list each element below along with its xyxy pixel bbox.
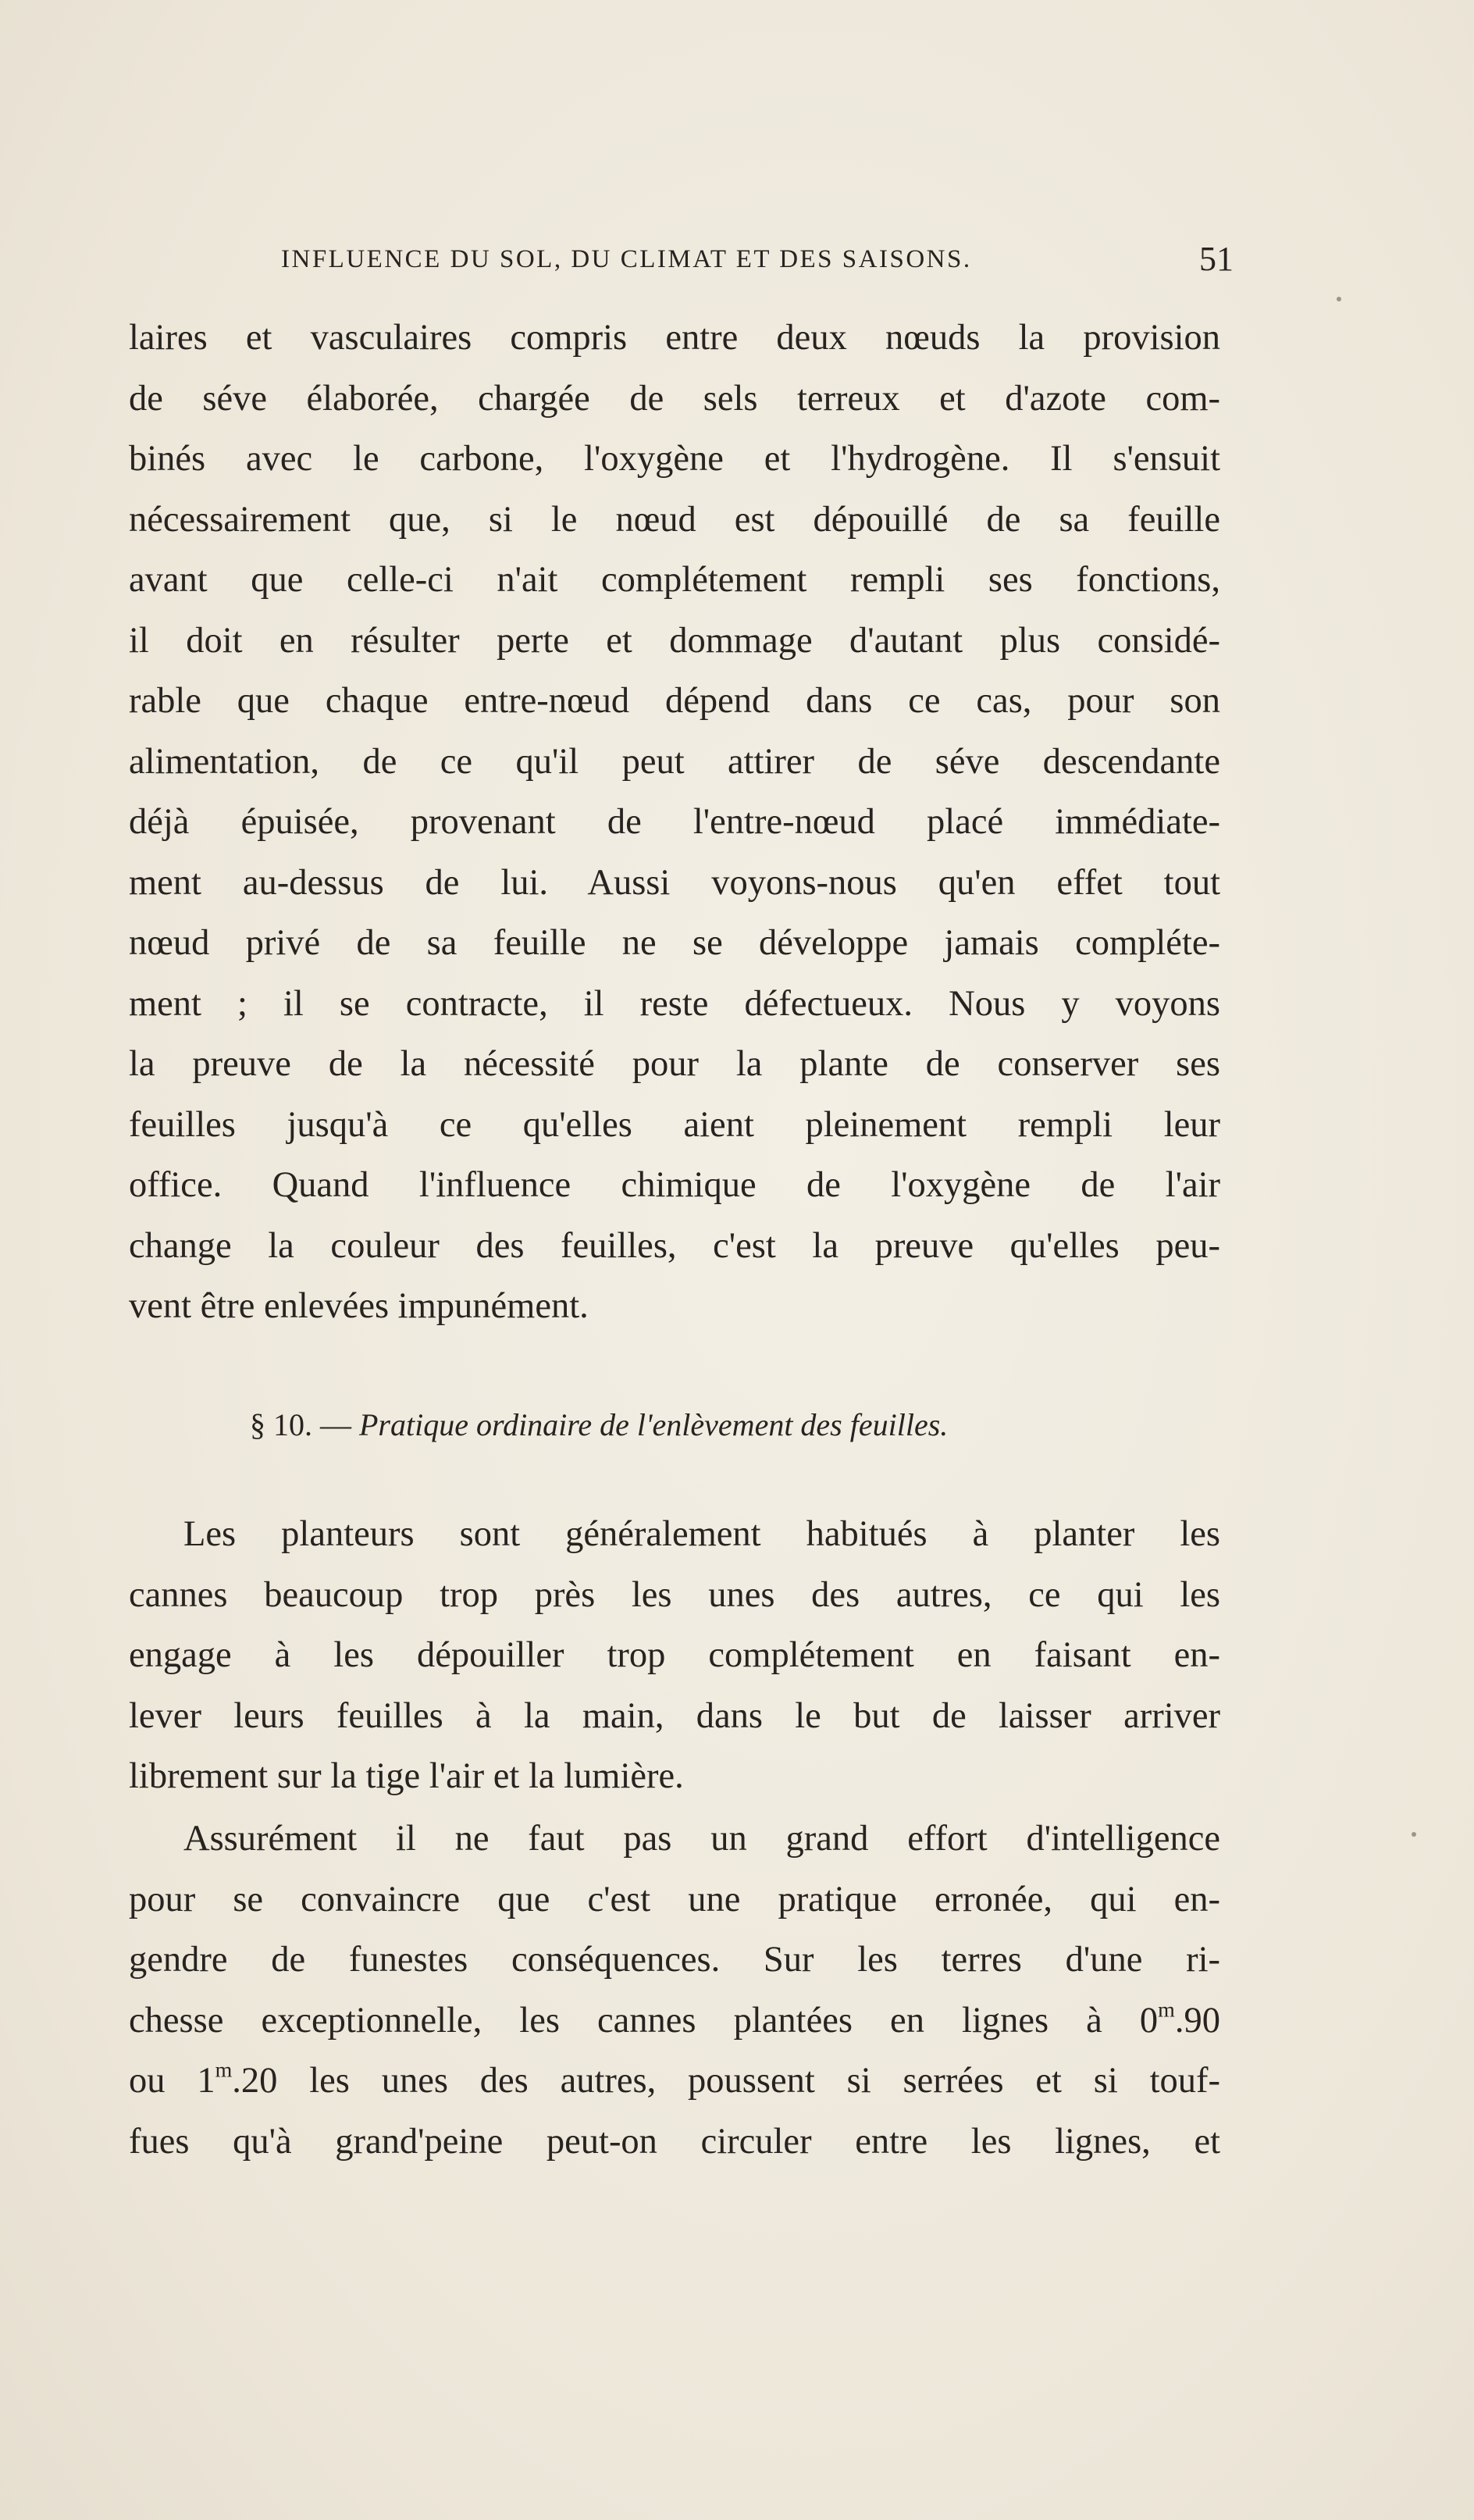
- text-line: déjà épuisée, provenant de l'entre-nœud placé immédiate-: [129, 802, 1220, 842]
- text-line: fues qu'à grand'peine peut-on circuler entre les lignes, et: [129, 2121, 1220, 2162]
- section-title: Pratique ordinaire de l'enlèvement des feuilles.: [359, 1407, 949, 1442]
- text-line-with-superscript: ou 1$^m$.20 les unes des autres, poussent si serrées et si touf-: [129, 2058, 1220, 2101]
- text-line: change la couleur des feuilles, c'est la preuve qu'elles peu-: [129, 1225, 1220, 1266]
- text-line: lever leurs feuilles à la main, dans le but de laisser arriver: [129, 1695, 1220, 1736]
- paper-speck: [1412, 1832, 1416, 1837]
- text-line: Assurément il ne faut pas un grand effort d'intelligence: [183, 1819, 1220, 1859]
- text-line: engage à les dépouiller trop complétement en faisant en-: [129, 1635, 1220, 1675]
- page-header: [281, 236, 1234, 283]
- text-line: ment ; il se contracte, il reste défectueux. Nous y voyons: [129, 983, 1220, 1024]
- text-line: pour se convaincre que c'est une pratique erronée, qui en-: [129, 1879, 1220, 1919]
- text-line: gendre de funestes conséquences. Sur les terres d'une ri-: [129, 1940, 1220, 1980]
- text-line: cannes beaucoup trop près les unes des autres, ce qui les: [129, 1574, 1220, 1615]
- text-line: alimentation, de ce qu'il peut attirer de séve descendante: [129, 741, 1220, 782]
- text-line: vent être enlevées impunément.: [129, 1286, 589, 1326]
- section-number: § 10. —: [250, 1407, 351, 1442]
- text-line: librement sur la tige l'air et la lumière.: [129, 1756, 684, 1796]
- running-head: INFLUENCE DU SOL, DU CLIMAT ET DES SAISONS.: [281, 245, 972, 273]
- text-line: office. Quand l'influence chimique de l'oxygène de l'air: [129, 1165, 1220, 1205]
- text-line: rable que chaque entre-nœud dépend dans ce cas, pour son: [129, 681, 1220, 721]
- text-line: il doit en résulter perte et dommage d'autant plus considé-: [129, 620, 1220, 661]
- text-line: Les planteurs sont généralement habitués à planter les: [183, 1514, 1220, 1554]
- text-line: nœud privé de sa feuille ne se développe jamais compléte-: [129, 923, 1220, 963]
- page-number: 51: [1199, 240, 1234, 278]
- text-line: la preuve de la nécessité pour la plante de conserver ses: [129, 1044, 1220, 1084]
- section-heading: [250, 1398, 1124, 1452]
- text-line-with-superscript: chesse exceptionnelle, les cannes plantées en lignes à 0$^m$.90: [129, 1997, 1220, 2041]
- paper-speck: [1337, 297, 1341, 301]
- text-line: avant que celle-ci n'ait complétement rempli ses fonctions,: [129, 560, 1220, 600]
- text-line: feuilles jusqu'à ce qu'elles aient pleinement rempli leur: [129, 1104, 1220, 1145]
- text-line: ment au-dessus de lui. Aussi voyons-nous qu'en effet tout: [129, 862, 1220, 903]
- text-line: de séve élaborée, chargée de sels terreux et d'azote com-: [129, 378, 1220, 419]
- text-line: nécessairement que, si le nœud est dépouillé de sa feuille: [129, 499, 1220, 540]
- text-line: binés avec le carbone, l'oxygène et l'hydrogène. Il s'ensuit: [129, 439, 1220, 479]
- text-line: laires et vasculaires compris entre deux nœuds la provision: [129, 318, 1220, 358]
